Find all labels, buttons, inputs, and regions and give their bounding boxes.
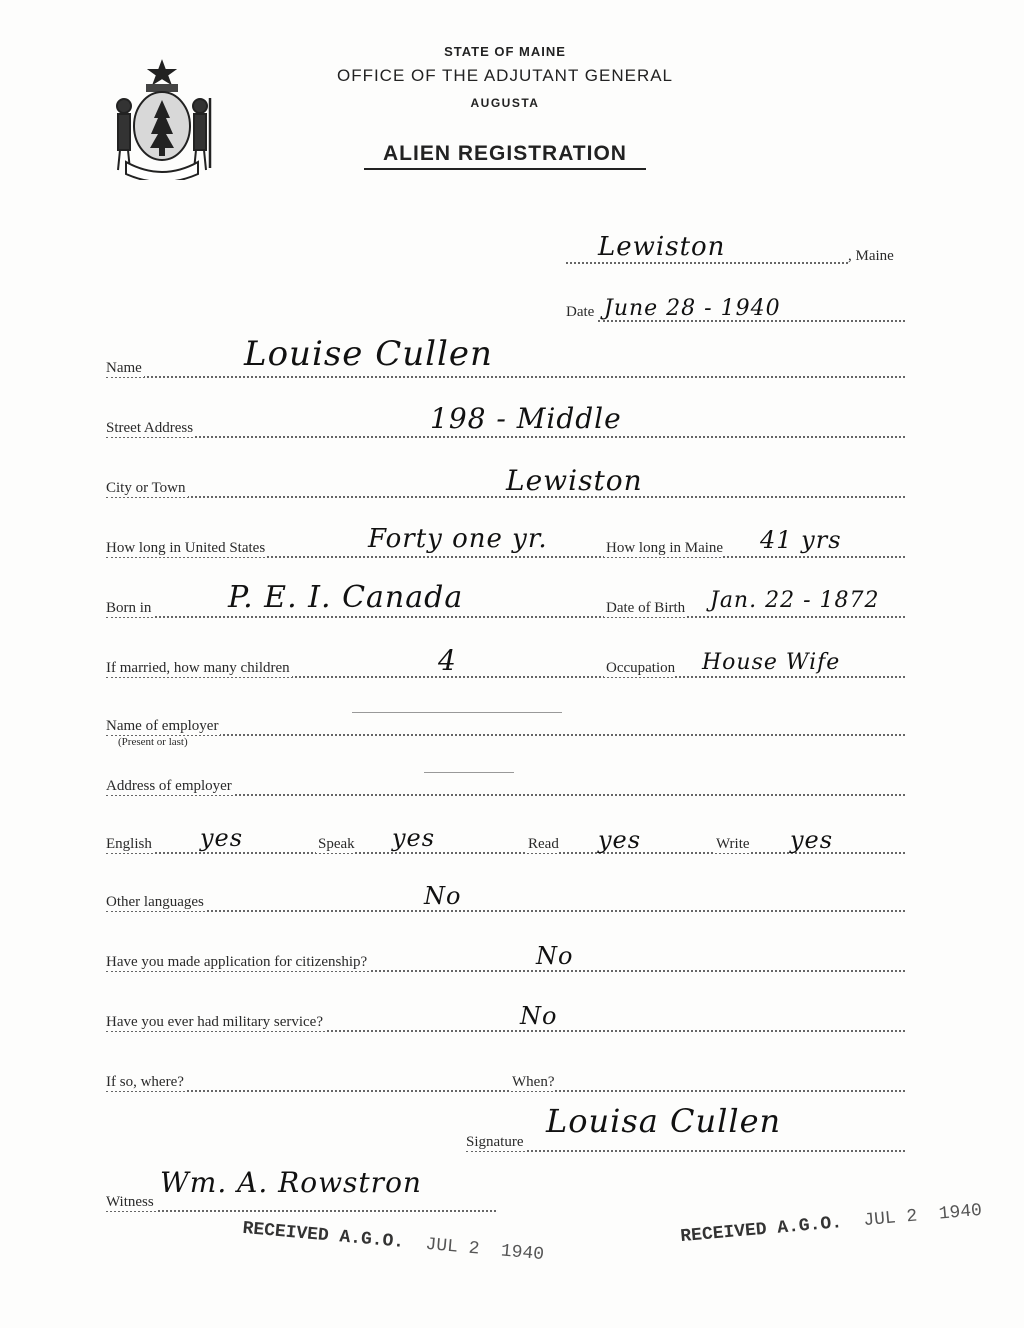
date-label: Date — [566, 304, 595, 320]
read-value: yes — [598, 826, 642, 854]
born-in-label: Born in — [106, 600, 152, 616]
employer-name-label: Name of employer — [106, 718, 219, 734]
occupation-label: Occupation — [606, 660, 676, 676]
witness-label: Witness — [106, 1194, 154, 1210]
title-underline — [364, 168, 646, 170]
how-long-us-label: How long in United States — [106, 540, 266, 556]
street-address-label: Street Address — [106, 420, 194, 436]
employer-address-label: Address of employer — [106, 778, 232, 794]
date-of-birth-label: Date of Birth — [606, 600, 686, 616]
how-long-maine-label: How long in Maine — [606, 540, 724, 556]
witness-value: Wm. A. Rowstron — [160, 1166, 422, 1199]
employer-name-sublabel: (Present or last) — [118, 736, 188, 748]
speak-value: yes — [392, 824, 436, 852]
name-label: Name — [106, 360, 142, 376]
city-label: City or Town — [106, 480, 186, 496]
office-heading: OFFICE OF THE ADJUTANT GENERAL — [336, 66, 674, 85]
occupation-value: House Wife — [702, 650, 841, 675]
other-languages-label: Other languages — [106, 894, 204, 910]
english-label: English — [106, 836, 152, 852]
place-suffix: , Maine — [848, 248, 894, 264]
place-value: Lewiston — [598, 232, 726, 262]
how-long-maine-value: 41 yrs — [760, 526, 842, 554]
employer-name-dash — [352, 712, 562, 713]
signature-value: Louisa Cullen — [546, 1102, 782, 1140]
children-label: If married, how many children — [106, 660, 290, 676]
when-label: When? — [512, 1074, 555, 1090]
date-of-birth-value: Jan. 22 - 1872 — [710, 588, 880, 613]
state-heading: STATE OF MAINE — [444, 44, 566, 59]
citizenship-label: Have you made application for citizenship? — [106, 954, 368, 970]
state-of-maine-seal-icon — [106, 58, 218, 180]
citizenship-value: No — [536, 942, 574, 970]
signature-label: Signature — [466, 1134, 524, 1150]
read-label: Read — [528, 836, 559, 852]
name-value: Louise Cullen — [244, 334, 493, 374]
write-value: yes — [790, 826, 834, 854]
how-long-us-value: Forty one yr. — [368, 524, 548, 554]
other-languages-value: No — [424, 882, 462, 910]
received-stamp-left: RECEIVED A.G.O. JUL 2 1940 — [241, 1218, 545, 1266]
born-in-value: P. E. I. Canada — [228, 580, 464, 615]
date-value: June 28 - 1940 — [604, 296, 781, 321]
english-value: yes — [200, 824, 244, 852]
city-heading: AUGUSTA — [470, 96, 540, 110]
speak-label: Speak — [318, 836, 355, 852]
military-label: Have you ever had military service? — [106, 1014, 323, 1030]
employer-address-dash — [424, 772, 514, 773]
children-value: 4 — [438, 644, 457, 677]
write-label: Write — [716, 836, 750, 852]
street-address-value: 198 - Middle — [430, 402, 622, 435]
city-value: Lewiston — [506, 464, 643, 497]
if-so-where-label: If so, where? — [106, 1074, 184, 1090]
form-title: ALIEN REGISTRATION — [383, 142, 627, 165]
military-value: No — [520, 1002, 558, 1030]
received-stamp-right: RECEIVED A.G.O. JUL 2 1940 — [679, 1200, 983, 1248]
